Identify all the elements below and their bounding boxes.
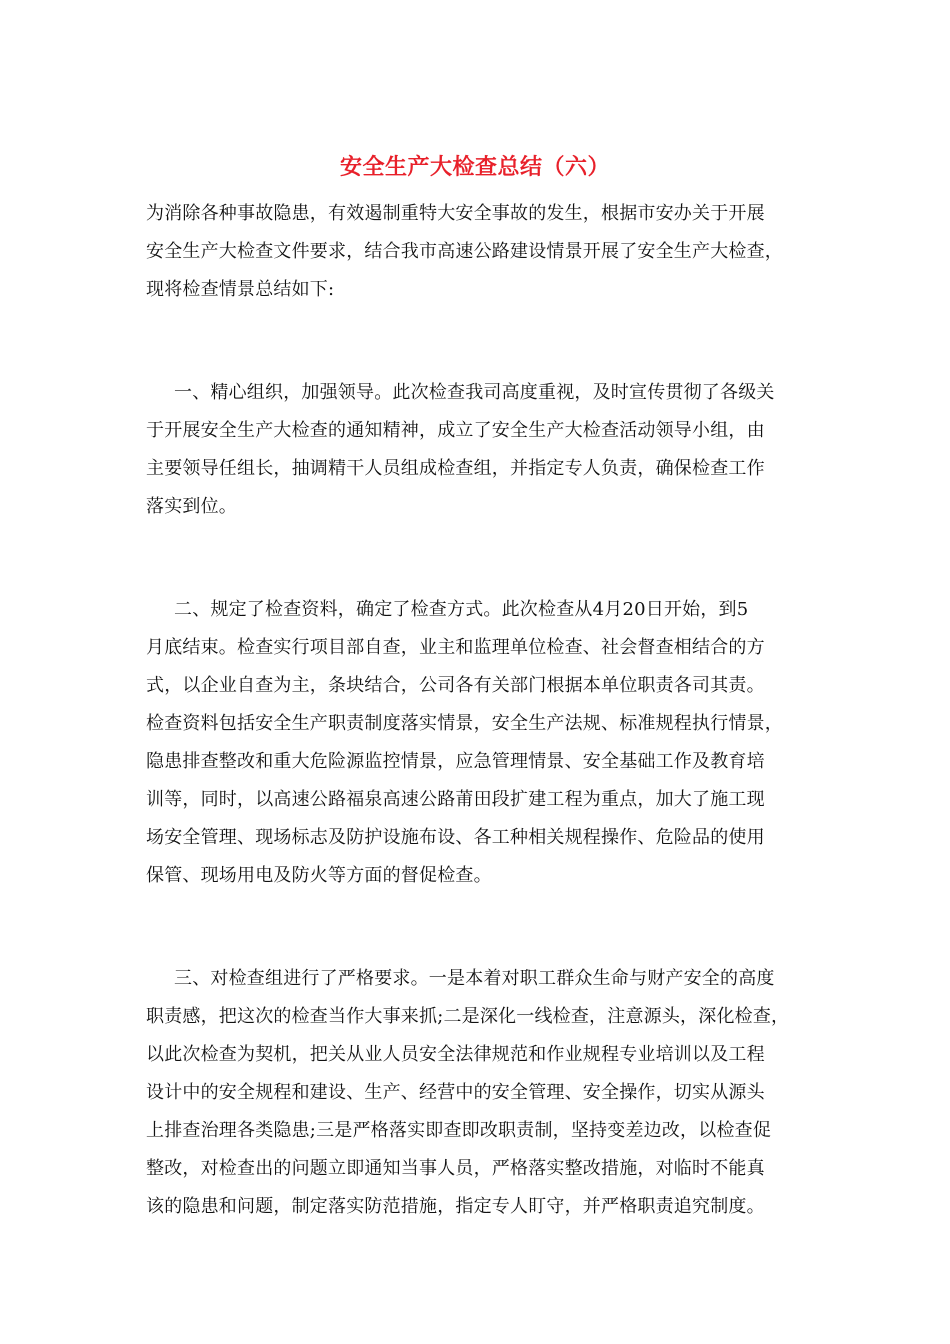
text-line: 二、规定了检查资料，确定了检查方式。此次检查从4月20日开始，到5 (174, 599, 749, 620)
text-line: 检查资料包括安全生产职责制度落实情景，安全生产法规、标准规程执行情景， (146, 713, 783, 734)
text-line: 主要领导任组长，抽调精干人员组成检查组，并指定专人负责，确保检查工作 (146, 458, 765, 479)
text-line: 整改，对检查出的问题立即通知当事人员，严格落实整改措施，对临时不能真 (146, 1158, 765, 1179)
text-line: 上排查治理各类隐患;三是严格落实即查即改职责制，坚持变差边改，以检查促 (146, 1120, 772, 1141)
text-line: 现将检查情景总结如下: (146, 279, 335, 300)
text-line: 以此次检查为契机，把关从业人员安全法律规范和作业规程专业培训以及工程 (146, 1044, 765, 1065)
text-line: 安全生产大检查文件要求，结合我市高速公路建设情景开展了安全生产大检查， (146, 241, 783, 262)
text-line: 设计中的安全规程和建设、生产、经营中的安全管理、安全操作，切实从源头 (146, 1082, 765, 1103)
text-line: 一、精心组织，加强领导。此次检查我司高度重视，及时宣传贯彻了各级关 (174, 382, 775, 403)
text-line: 场安全管理、现场标志及防护设施布设、各工种相关规程操作、危险品的使用 (146, 827, 765, 848)
text-line: 式，以企业自查为主，条块结合，公司各有关部门根据本单位职责各司其责。 (146, 675, 765, 696)
text-line: 隐患排查整改和重大危险源监控情景，应急管理情景、安全基础工作及教育培 (146, 751, 765, 772)
text-line: 该的隐患和问题，制定落实防范措施，指定专人盯守，并严格职责追究制度。 (146, 1196, 765, 1217)
text-line: 三、对检查组进行了严格要求。一是本着对职工群众生命与财产安全的高度 (174, 968, 775, 989)
text-line: 于开展安全生产大检查的通知精神，成立了安全生产大检查活动领导小组，由 (146, 420, 765, 441)
text-line: 保管、现场用电及防火等方面的督促检查。 (146, 865, 492, 886)
text-line: 落实到位。 (146, 496, 237, 517)
document-title: 安全生产大检查总结（六） (339, 154, 610, 180)
text-line: 月底结束。检查实行项目部自查，业主和监理单位检查、社会督查相结合的方 (146, 637, 765, 658)
text-line: 职责感，把这次的检查当作大事来抓;二是深化一线检查，注意源头，深化检查， (146, 1006, 790, 1027)
text-line: 为消除各种事故隐患，有效遏制重特大安全事故的发生，根据市安办关于开展 (146, 203, 765, 224)
text-line: 训等，同时，以高速公路福泉高速公路莆田段扩建工程为重点，加大了施工现 (146, 789, 765, 810)
